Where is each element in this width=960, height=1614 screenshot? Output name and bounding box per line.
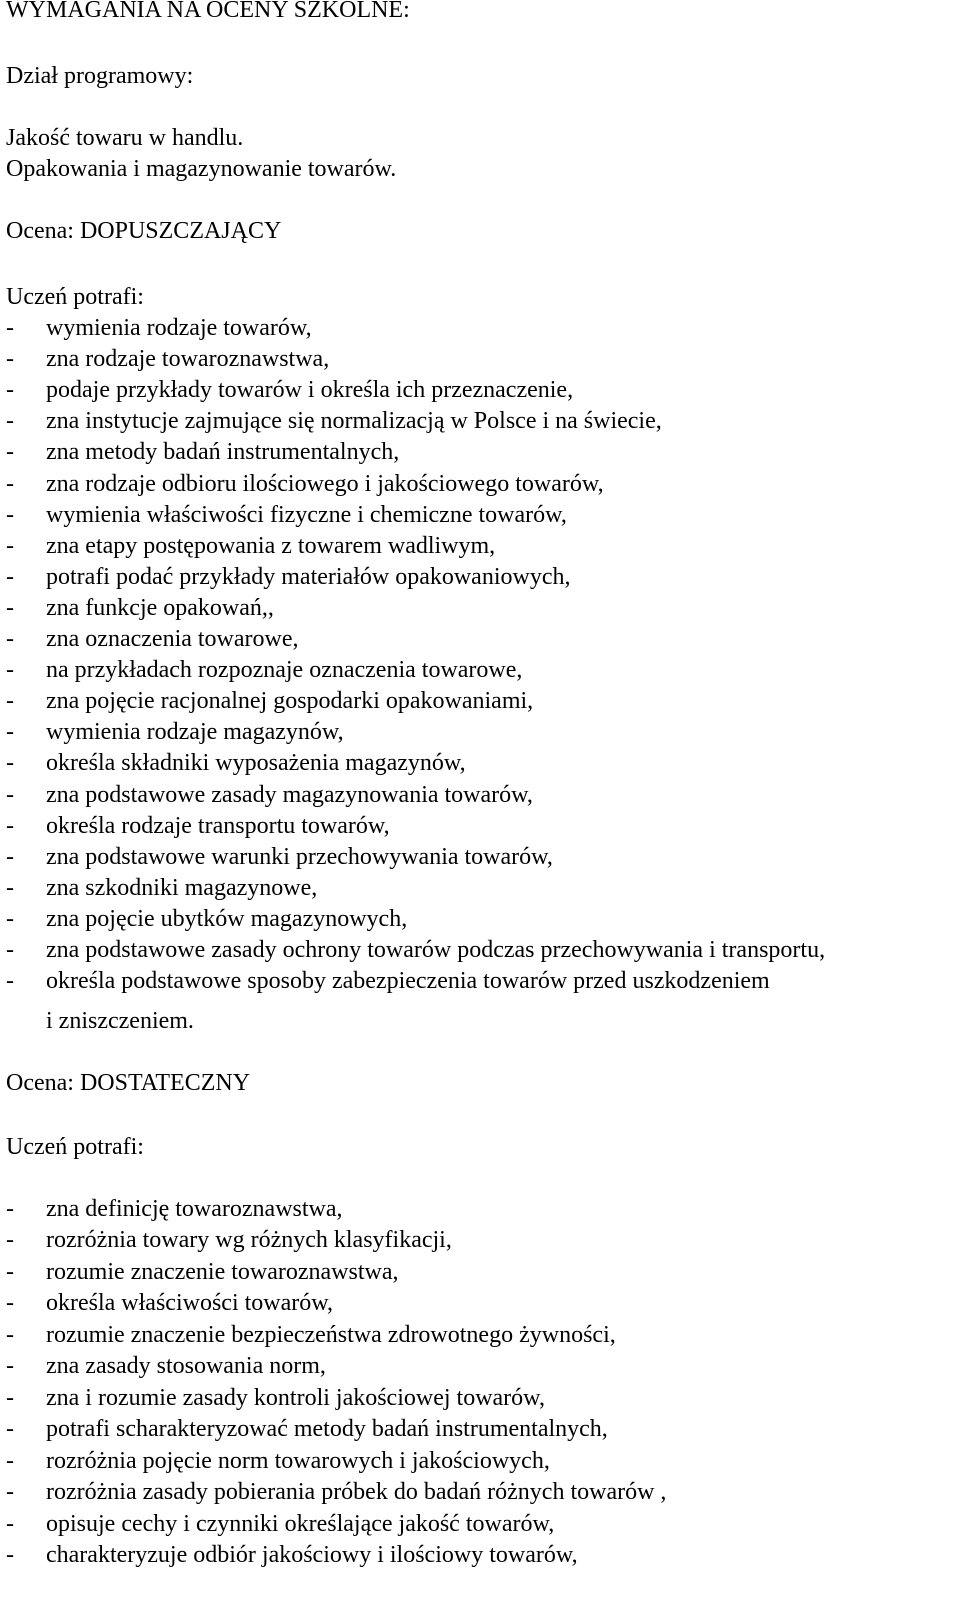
list-bullet-dash: - [6,968,14,994]
list-bullet-dash: - [6,719,14,745]
list-item-text: zna rodzaje towaroznawstwa, [46,346,330,372]
list-bullet-dash: - [6,813,14,839]
list-item-text: opisuje cechy i czynniki określające jakość towarów, [46,1511,555,1537]
list-bullet-dash: - [6,875,14,901]
section-label: Dział programowy: [6,63,194,89]
list-item-text: wymienia rodzaje towarów, [46,315,312,341]
list-bullet-dash: - [6,844,14,870]
list-item-text: zna oznaczenia towarowe, [46,626,299,652]
list-item-text: zna metody badań instrumentalnych, [46,439,400,465]
list-bullet-dash: - [6,346,14,372]
list-item-text: zna szkodniki magazynowe, [46,875,318,901]
grade-heading: Ocena: DOSTATECZNY [6,1070,251,1096]
list-bullet-dash: - [6,1448,14,1474]
list-bullet-dash: - [6,1479,14,1505]
list-bullet-dash: - [6,626,14,652]
list-bullet-dash: - [6,595,14,621]
list-item-text: określa właściwości towarów, [46,1290,334,1316]
list-bullet-dash: - [6,471,14,497]
list-item-continuation: i zniszczeniem. [46,1008,194,1034]
list-bullet-dash: - [6,564,14,590]
list-bullet-dash: - [6,1416,14,1442]
list-bullet-dash: - [6,1290,14,1316]
list-bullet-dash: - [6,1511,14,1537]
list-item-text: wymienia rodzaje magazynów, [46,719,344,745]
list-item-text: rozumie znaczenie towaroznawstwa, [46,1259,399,1285]
list-item-text: rozróżnia pojęcie norm towarowych i jakościowych, [46,1448,550,1474]
list-bullet-dash: - [6,502,14,528]
list-bullet-dash: - [6,750,14,776]
list-bullet-dash: - [6,315,14,341]
list-item-text: zna podstawowe zasady ochrony towarów podczas przechowywania i transportu, [46,937,826,963]
list-item-text: określa podstawowe sposoby zabezpieczenia towarów przed uszkodzeniem [46,968,770,994]
list-bullet-dash: - [6,906,14,932]
list-item-text: zna funkcje opakowań,, [46,595,274,621]
list-item-text: podaje przykłady towarów i określa ich przeznaczenie, [46,377,574,403]
list-item-text: na przykładach rozpoznaje oznaczenia towarowe, [46,657,523,683]
list-item-text: zna podstawowe warunki przechowywania towarów, [46,844,553,870]
list-bullet-dash: - [6,657,14,683]
list-bullet-dash: - [6,1227,14,1253]
list-item-text: określa składniki wyposażenia magazynów, [46,750,466,776]
list-bullet-dash: - [6,533,14,559]
list-bullet-dash: - [6,408,14,434]
list-bullet-dash: - [6,1322,14,1348]
grade-heading: Ocena: DOPUSZCZAJĄCY [6,218,282,244]
list-item-text: zna etapy postępowania z towarem wadliwym, [46,533,496,559]
list-item-text: zna definicję towaroznawstwa, [46,1196,343,1222]
list-bullet-dash: - [6,688,14,714]
list-item-text: potrafi scharakteryzować metody badań instrumentalnych, [46,1416,608,1442]
list-item-text: potrafi podać przykłady materiałów opakowaniowych, [46,564,571,590]
grade-intro: Uczeń potrafi: [6,284,144,310]
document-title: WYMAGANIA NA OCENY SZKOLNE: [6,0,410,23]
list-item-text: zna pojęcie ubytków magazynowych, [46,906,408,932]
list-bullet-dash: - [6,377,14,403]
list-bullet-dash: - [6,1259,14,1285]
topic-line: Jakość towaru w handlu. [6,125,244,151]
list-item-text: zna pojęcie racjonalnej gospodarki opakowaniami, [46,688,534,714]
list-bullet-dash: - [6,1542,14,1568]
topic-line: Opakowania i magazynowanie towarów. [6,156,397,182]
list-bullet-dash: - [6,1385,14,1411]
list-bullet-dash: - [6,1353,14,1379]
list-item-text: określa rodzaje transportu towarów, [46,813,390,839]
list-item-text: zna instytucje zajmujące się normalizacją w Polsce i na świecie, [46,408,662,434]
list-bullet-dash: - [6,439,14,465]
list-bullet-dash: - [6,1196,14,1222]
grade-intro: Uczeń potrafi: [6,1134,144,1160]
list-item-text: charakteryzuje odbiór jakościowy i ilościowy towarów, [46,1542,578,1568]
list-bullet-dash: - [6,937,14,963]
list-item-text: rozróżnia towary wg różnych klasyfikacji, [46,1227,452,1253]
list-item-text: rozróżnia zasady pobierania próbek do badań różnych towarów , [46,1479,667,1505]
list-item-text: zna rodzaje odbioru ilościowego i jakościowego towarów, [46,471,604,497]
list-item-text: zna i rozumie zasady kontroli jakościowej towarów, [46,1385,545,1411]
list-item-text: rozumie znaczenie bezpieczeństwa zdrowotnego żywności, [46,1322,616,1348]
list-item-text: wymienia właściwości fizyczne i chemiczne towarów, [46,502,567,528]
list-bullet-dash: - [6,782,14,808]
list-item-text: zna podstawowe zasady magazynowania towarów, [46,782,533,808]
list-item-text: zna zasady stosowania norm, [46,1353,326,1379]
